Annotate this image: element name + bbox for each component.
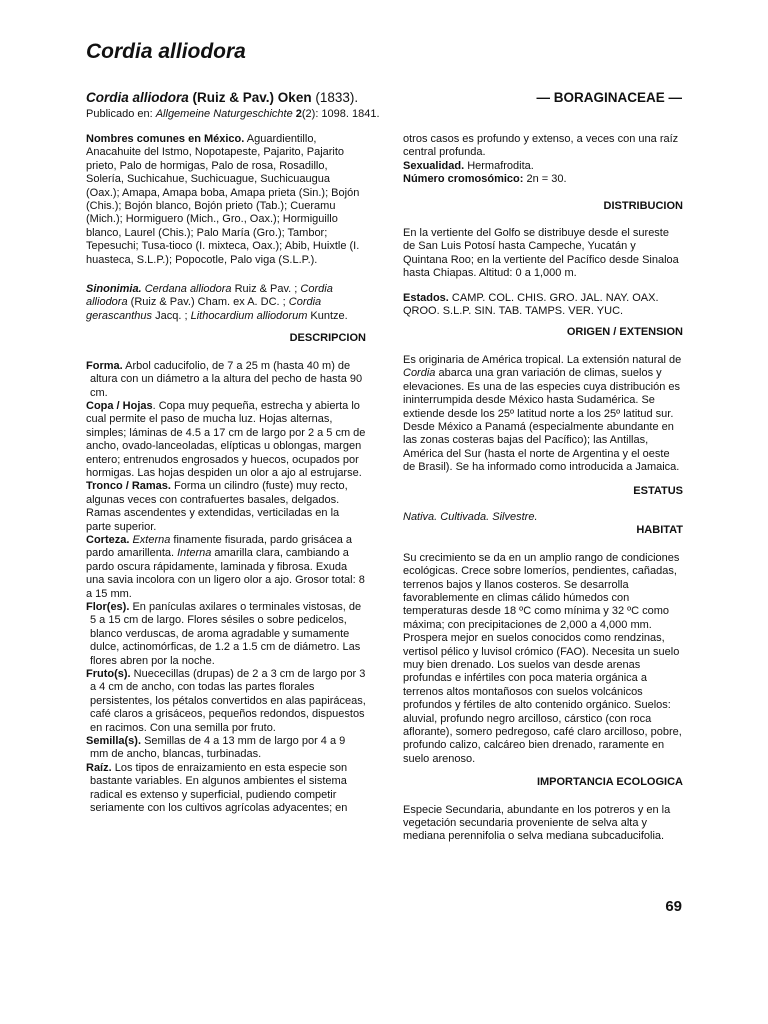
common-names (86, 133, 366, 267)
desc-copa (86, 400, 366, 480)
desc-forma (86, 360, 366, 400)
copa-text: . Copa muy pequeña, estrecha y abierta lo cual permite el paso de mucha luz. Hojas alternas, simples; láminas de 4.5 a 17 cm de largo por 2 a 5 cm de ancho, ovado-lanceoladas, elípticas u oblongas, margen entero; entrenudos engrosados y huecos, ocupados por hormigas. Las hojas despiden un olor a ajo al estrujarse. (86, 399, 366, 479)
estatus-text: Nativa. Cultivada. Silvestre. (403, 510, 538, 523)
corteza-text-2: amarilla clara, cambiando a pardo oscura rápidamente, laminada y fibrosa. Exuda una savia incolora con un ligero olor a ajo. Grosor total: 8 a 15 mm. (86, 547, 365, 600)
cromosomico-text: 2n = 30. (523, 173, 567, 186)
desc-tronco (86, 480, 366, 534)
sexualidad (403, 160, 683, 173)
sexualidad-label: Sexualidad. (403, 159, 465, 172)
sexualidad-text: Hermafrodita. (464, 159, 534, 172)
page-title: Cordia alliodora (86, 40, 246, 63)
species-authority: (Ruiz & Pav.) Oken (192, 90, 312, 105)
semilla-text: Semillas de 4 a 13 mm de largo por 4 a 9 mm de ancho, blancas, turbinadas. (90, 735, 346, 761)
synonym-2: Cordia alliodora (86, 283, 333, 309)
synonym-4: Lithocardium alliodorum (190, 309, 308, 322)
corteza-interna: Interna (177, 547, 212, 560)
synonymy-label: Sinonimia. (86, 283, 142, 296)
desc-raiz (86, 762, 366, 816)
copa-label: Copa / Hojas (86, 399, 153, 412)
synonym-3: Cordia gerascanthus (86, 296, 322, 322)
synonym-1: Cerdana alliodora (144, 283, 232, 296)
left-column (86, 133, 366, 816)
published-rest: (2): 1098. 1841. (301, 108, 380, 120)
section-heading-habitat: HABITAT (636, 524, 683, 537)
importancia-text: Especie Secundaria, abundante en los potreros y en la vegetación secundaria proveniente de selva alta y mediana perennifolia o selva mediana subcaducifolia. (403, 803, 671, 843)
section-heading-origen: ORIGEN / EXTENSION (566, 326, 683, 339)
fruto-text: Nuececillas (drupas) de 2 a 3 cm de largo por 3 a 4 cm de ancho, con todas las partes florales persistentes, los pétalos convertidos en alas papiráceas, café claros a grisáceos, pequeños redondos, dispuestos en racimos. Con una semilla por fruto. (90, 668, 366, 734)
origen-text (403, 354, 683, 475)
estados-text: CAMP. COL. CHIS. GRO. JAL. NAY. OAX. QROO. S.L.P. SIN. TAB. TAMPS. VER. YUC. (403, 291, 659, 318)
published-volume: 2 (295, 108, 302, 120)
cromosomico-label: Número cromosómico: (403, 173, 524, 186)
section-heading-estatus: ESTATUS (633, 484, 683, 497)
raiz-label: Raíz. (86, 761, 112, 774)
species-year: (1833). (315, 90, 359, 105)
corteza-externa: Externa (129, 533, 171, 546)
species-name: Cordia alliodora (86, 90, 189, 105)
raiz-continuation: otros casos es profundo y extenso, a veces con una raíz central profunda. (403, 133, 679, 159)
raiz-text: Los tipos de enraizamiento en esta especie son bastante variables. En algunos ambientes el sistema radical es extenso y superficial, pudiendo competir seriamente con los cultivos agrícolas adyacentes; en (90, 761, 348, 815)
section-heading-importancia: IMPORTANCIA ECOLOGICA (536, 776, 683, 789)
synonym-3-author: Jacq. ; (152, 309, 191, 322)
flor-text: En panículas axilares o terminales vistosas, de 5 a 15 cm de largo. Flores sésiles o sobre pedicelos, blanco verduscas, de aroma agradable y sumamente dulce, actinomórficas, de 1.2 a 1.5 cm de diámetro. Las flores abren por la noche. (90, 601, 362, 667)
forma-label: Forma. (86, 359, 123, 372)
forma-text: Arbol caducifolio, de 7 a 25 m (hasta 40 m) de altura con un diámetro a la altura del pecho de hasta 90 cm. (90, 359, 363, 399)
numero-cromosomico (403, 173, 683, 186)
common-names-text: Aguardientillo, Anacahuite del Istmo, Nopotapeste, Pajarito, Pajarito prieto, Palo de hormigas, Palo de rosa, Rosadillo, Solería, Suchicahue, Suchicuague, Suchicuaugua (Oax.); Amapa, Amapa boba, Amapa prieta (Sin.); Bojón (Chis.); Bojón blanco, Bojón prieto (Tab.); Cueramu (Mich.); Hormiguero (Mich., Gro., Oax.); Hormiguillo blanco, Laurel (Chis.); Palo María (Gro.); Tambor; Tepesuchi; Tusa-tioco (I. mixteca, Oax.); Abib, Huixtle (I. huasteca, S.L.P.); Popocotle, Palo viga (S.L.P.). (86, 133, 360, 266)
corteza-text-1: finamente fisurada, pardo grisácea a pardo amarillenta. (86, 533, 352, 560)
synonym-1-author: Ruiz & Pav. ; (231, 283, 301, 296)
habitat-text: Su crecimiento se da en un amplio rango de condiciones ecológicas. Crece sobre lomeríos, pendientes, cañadas, terrenos bajos y llanos costeros. Se desarrolla favorablemente en climas cálido húmedos con temperaturas desde 18 ºC como mínima y 32 ºC como máxima; con precipitaciones de 2,000 a 4,000 mm. Prospera mejor en suelos conocidos como rendzinas, vertisol pélico y luvisol crómico (FAO). Necesita un suelo muy bien drenado. Los suelos van desde arenas profundas e infértiles con poca materia orgánica a terrenos altos montañosos con suelos volcánicos profundos y fértiles de alto contenido orgánico. Suelos: aluvial, profundo negro arcilloso, cárstico (con roca aflorante), somero pedregoso, café claro arcilloso, pobre, profundo calizo, calcáreo bien drenado, raramente en suelo arenoso. (403, 551, 682, 765)
page-number: 69 (665, 898, 682, 915)
published-prefix: Publicado en: (86, 108, 156, 120)
desc-fruto (86, 668, 366, 735)
semilla-label: Semilla(s). (86, 735, 142, 748)
estados (403, 292, 683, 319)
desc-corteza (86, 534, 366, 601)
publication-line (86, 108, 380, 120)
origen-genus: Cordia (403, 367, 436, 380)
synonymy (86, 283, 366, 323)
tronco-text: Forma un cilindro (fuste) muy recto, algunas veces con contrafuertes basales, delgados. Ramas ascendentes y extendidas, verticiladas en la parte superior. (86, 480, 348, 533)
desc-flor (86, 601, 366, 668)
published-journal: Allgemeine Naturgeschichte (155, 108, 293, 120)
common-names-label: Nombres comunes en México. (86, 133, 245, 145)
distribucion-text: En la vertiente del Golfo se distribuye desde el sureste de San Luis Potosí hasta Campeche, Yucatán y Quintana Roo; en la vertiente del Pacífico desde Sinaloa hasta Chiapas. Altitud: 0 a 1,000 m. (403, 227, 679, 280)
right-column (403, 133, 683, 844)
synonym-4-author: Kuntze. (307, 309, 348, 322)
desc-semilla (86, 735, 366, 762)
section-heading-distribucion: DISTRIBUCION (603, 199, 683, 212)
species-header (86, 90, 358, 105)
estados-label: Estados. (403, 291, 449, 304)
family-name: — BORAGINACEAE — (536, 90, 682, 105)
fruto-label: Fruto(s). (86, 668, 131, 681)
section-heading-descripcion: DESCRIPCION (289, 332, 366, 345)
origen-text-1: Es originaria de América tropical. La extensión natural de (403, 353, 682, 366)
flor-label: Flor(es). (86, 601, 130, 613)
tronco-label: Tronco / Ramas. (86, 480, 171, 493)
origen-text-2: abarca una gran variación de climas, suelos y elevaciones. Es una de las especies cuya distribución es ininterrumpida desde México hasta Sudamérica. Se extiende desde los 25º latitud norte a los 25º latitud sur. Desde México a Panamá (especialmente abundante en las zonas costeras bajas del Pacífico); las Antillas, América del Sur (hasta el norte de Argentina y el oeste de Brasil). Se ha informado como introducida a Jamaica. (403, 367, 680, 474)
synonym-2-author: (Ruiz & Pav.) Cham. ex A. DC. ; (127, 296, 289, 309)
corteza-label: Corteza. (86, 533, 130, 546)
